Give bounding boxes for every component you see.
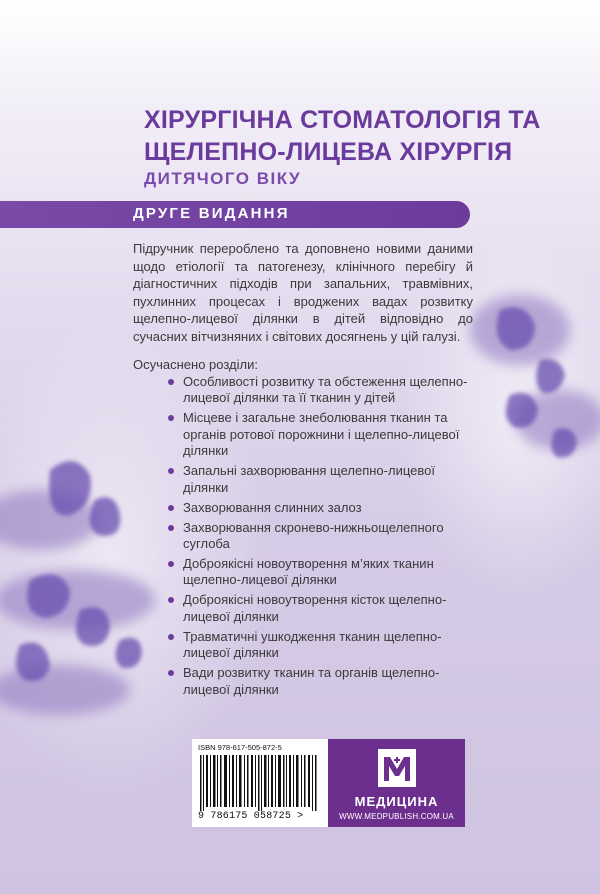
bullet-icon	[168, 525, 174, 531]
list-item: Доброякісні новоутворення м’яких тканин щелепно-лицевої ділянки	[168, 556, 468, 589]
sections-list	[168, 374, 468, 702]
book-title-line-2: ЩЕЛЕПНО-ЛИЦЕВА ХІРУРГІЯ	[144, 138, 513, 166]
barcode-digits: 9 786175 058725 >	[198, 811, 304, 822]
sections-heading: Осучаснено розділи:	[133, 357, 258, 372]
publisher-name: МЕДИЦИНА	[354, 794, 439, 809]
list-item: Особливості розвитку та обстеження щелепно-лицевої ділянки та її тканин у дітей	[168, 374, 468, 407]
edition-banner	[0, 201, 470, 228]
edition-label: ДРУГЕ ВИДАННЯ	[133, 205, 290, 222]
bullet-icon	[168, 561, 174, 567]
bullet-icon	[168, 505, 174, 511]
bullet-icon	[168, 670, 174, 676]
list-item: Вади розвитку тканин та органів щелепно-лицевої ділянки	[168, 665, 468, 698]
publisher-url: WWW.MEDPUBLISH.COM.UA	[339, 812, 454, 821]
list-item: Запальні захворювання щелепно-лицевої ділянки	[168, 463, 468, 496]
bullet-icon	[168, 634, 174, 640]
bullet-icon	[168, 597, 174, 603]
barcode-panel	[192, 739, 328, 827]
book-title	[144, 104, 584, 168]
list-item: Доброякісні новоутворення кісток щелепно-лицевої ділянки	[168, 592, 468, 625]
bullet-icon	[168, 468, 174, 474]
book-description: Підручник перероблено та доповнено новими даними щодо етіології та патогенезу, клінічного перебігу й діагностичних підходів при запальних, травмівних, пухлинних процесах і вроджених вадах розвитку щелепно-лицевої ділянки в дітей відповідно до сучасних вітчизняних і світових досягнень у цій галузі.	[133, 241, 473, 344]
list-item: Захворювання слинних залоз	[168, 500, 468, 516]
bullet-icon	[168, 415, 174, 421]
publisher-panel	[328, 739, 465, 827]
book-subtitle: ДИТЯЧОГО ВІКУ	[144, 169, 302, 188]
list-item: Місцеве і загальне знеболювання тканин та органів ротової порожнини і щелепно-лицевої ділянки	[168, 410, 468, 459]
barcode-icon	[200, 755, 320, 811]
list-item: Захворювання скронево-нижньощелепного суглоба	[168, 520, 468, 553]
medicine-publisher-logo-icon	[378, 749, 416, 787]
book-title-line-1: ХІРУРГІЧНА СТОМАТОЛОГІЯ ТА	[144, 106, 541, 134]
isbn-label: ISBN 978-617-505-872-5	[198, 743, 282, 752]
list-item: Травматичні ушкодження тканин щелепно-лицевої ділянки	[168, 629, 468, 662]
bullet-icon	[168, 379, 174, 385]
